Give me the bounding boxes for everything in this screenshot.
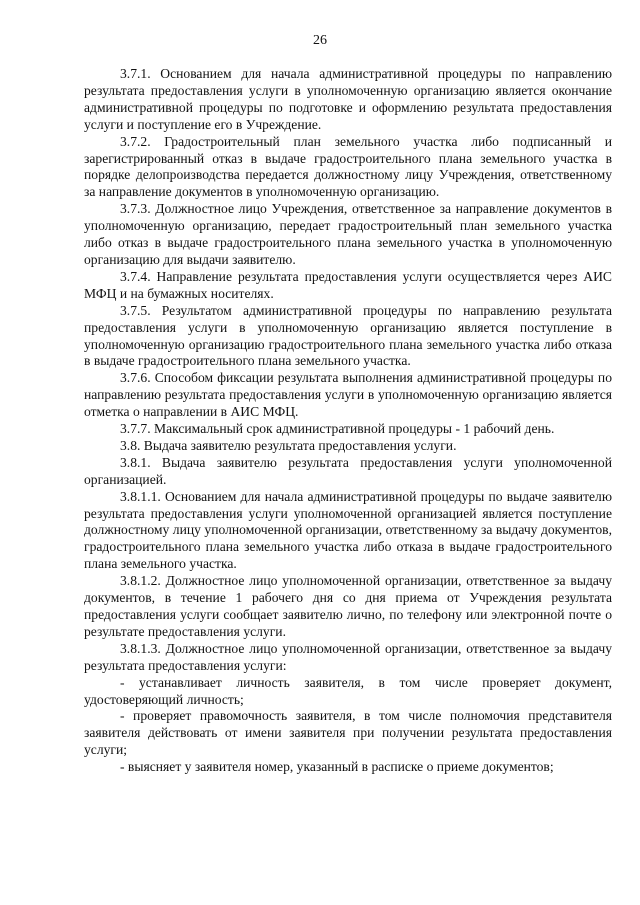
- list-item-identity-check: - устанавливает личность заявителя, в том числе проверяет документ, удостоверяющий личность;: [84, 674, 612, 707]
- paragraph-3-7-2: 3.7.2. Градостроительный план земельного участка либо подписанный и зарегистрированный отказ в выдаче градостроительного плана земельного участка в порядке делопроизводства передается должностному лицу Учреждения, ответственному за направление документов в уполномоченную организацию.: [84, 133, 612, 200]
- list-item-authority-check: - проверяет правомочность заявителя, в том числе полномочия представителя заявителя действовать от имени заявителя при получении результата предоставления услуги;: [84, 708, 612, 758]
- page-number: 26: [313, 33, 327, 48]
- paragraph-3-7-4: 3.7.4. Направление результата предоставления услуги осуществляется через АИС МФЦ и на бумажных носителях.: [84, 268, 612, 301]
- paragraph-3-8-1-3: 3.8.1.3. Должностное лицо уполномоченной организации, ответственное за выдачу результата предоставления услуги:: [84, 640, 612, 673]
- paragraph-3-7-7: 3.7.7. Максимальный срок административной процедуры - 1 рабочий день.: [120, 421, 555, 437]
- paragraph-3-8-1-1: 3.8.1.1. Основанием для начала административной процедуры по выдаче заявителю результата предоставления услуги уполномоченной организацией является поступление должностному лицу уполномоченной организации, ответственному за выдачу документов, градостроительного плана земельного участка либо отказа в выдаче градостроительного плана земельного участка.: [84, 488, 612, 572]
- list-item-receipt-number: - выясняет у заявителя номер, указанный в расписке о приеме документов;: [120, 759, 554, 775]
- paragraph-3-7-3: 3.7.3. Должностное лицо Учреждения, ответственное за направление документов в уполномоченную организацию, передает градостроительный план земельного участка либо отказ в выдаче градостроительного плана земельного участка в уполномоченную организацию для выдачи заявителю.: [84, 201, 612, 267]
- paragraph-3-8-1-2: 3.8.1.2. Должностное лицо уполномоченной организации, ответственное за выдачу документов, в течение 1 рабочего дня со дня приема от Учреждения результата предоставления услуги сообщает заявителю лично, по телефону или электронной почте о результате предоставления услуги.: [84, 573, 612, 639]
- paragraph-3-7-5: 3.7.5. Результатом административной процедуры по направлению результата предоставления услуги в уполномоченную организацию является поступление в уполномоченную организацию градостроительного плана земельного участка либо отказа в выдаче градостроительного плана земельного участка.: [84, 302, 612, 369]
- paragraph-3-7-1: 3.7.1. Основанием для начала административной процедуры по направлению результата предоставления услуги в уполномоченную организацию является окончание административной процедуры по подготовке и оформлению результата предоставления услуги и поступление его в Учреждение.: [84, 66, 612, 132]
- paragraph-3-7-6: 3.7.6. Способом фиксации результата выполнения административной процедуры по направлению результата предоставления услуги в уполномоченную организацию является отметка о направлении в АИС МФЦ.: [84, 370, 612, 420]
- document-body: [84, 66, 612, 776]
- section-3-8-heading: 3.8. Выдача заявителю результата предоставления услуги.: [120, 437, 457, 453]
- paragraph-3-8-1: 3.8.1. Выдача заявителю результата предоставления услуги уполномоченной организацией.: [84, 454, 612, 487]
